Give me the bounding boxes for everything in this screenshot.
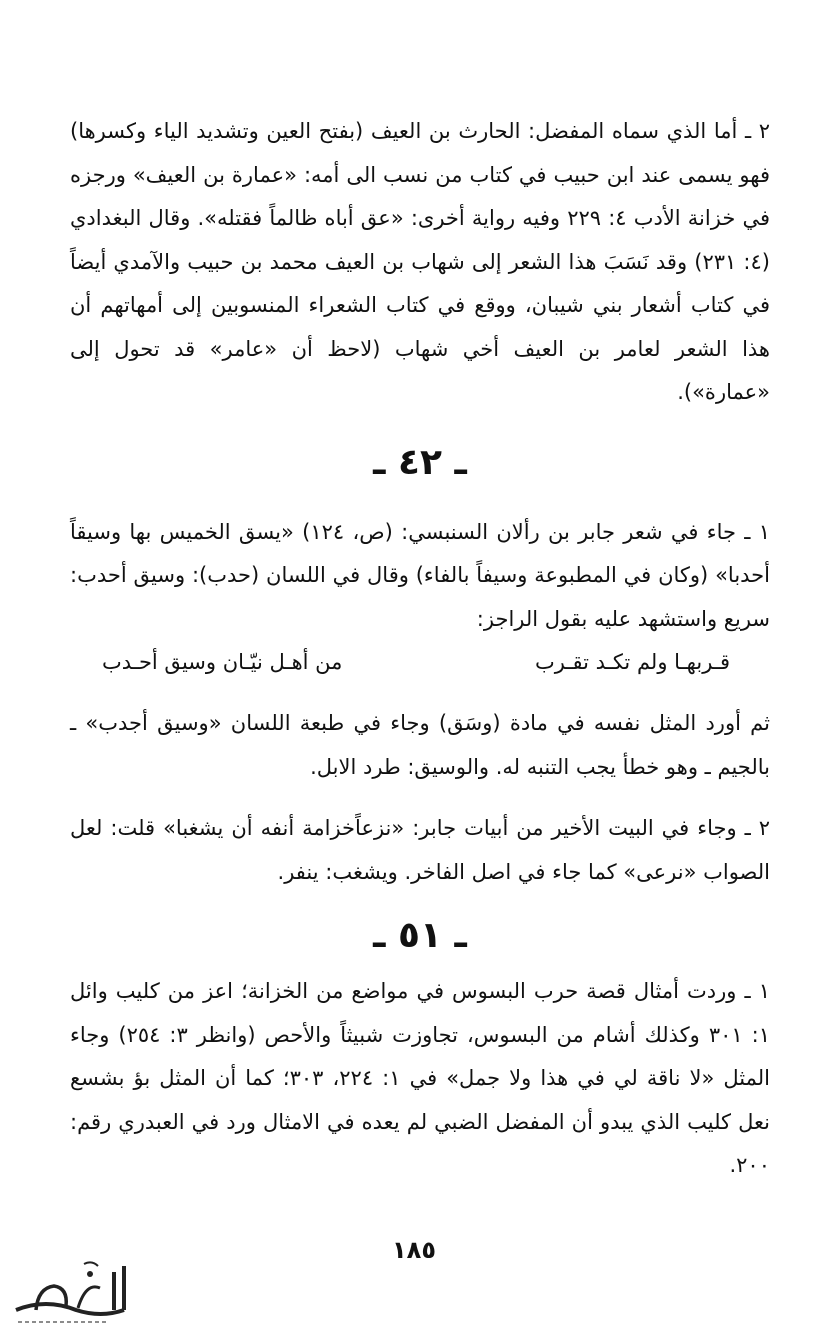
paragraph-note-1-section-42: ١ ـ جاء في شعر جابر بن رألان السنبسي: (ص، ١٢٤) «يسق الخميس بها وسيقاً أحدبا» (وكان في المطبوعة وسيفاً بالفاء) وقال في اللسان (حدب): وسيق أحدب: سريع واستشهد عليه بقول الراجز: <box>70 519 770 631</box>
paragraph-note-2-section-42: ٢ ـ وجاء في البيت الأخير من أبيات جابر: «نزعاًخزامة أنفه أن يشغبا» قلت: لعل الصواب «نرعى» كما جاء في اصل الفاخر. ويشغب: ينفر. <box>70 816 770 884</box>
page-number: ١٨٥ <box>392 1236 436 1264</box>
paragraph-note-1-section-51: ١ ـ وردت أمثال قصة حرب البسوس في مواضع من الخزانة؛ اعز من كليب وائل ١: ٣٠١ وكذلك أشام من البسوس، تجاوزت شبيثاً والأحص (وانظر ٣: ٢٥٤) وجاء المثل «لا ناقة لي في هذا ولا جمل» في ١: ٢٢٤، ٣٠٣؛ كما أن المثل بؤ بشسع نعل كليب الذي يبدو أن المفضل الضبي لم يعده في الامثال ورد في العبدري رقم: ٢٠٠. <box>70 979 770 1177</box>
poetry-verse <box>70 641 770 684</box>
section-heading-51: ـ ٥١ ـ <box>373 915 467 956</box>
spacer <box>70 789 770 807</box>
paragraph-note-2: ٢ ـ أما الذي سماه المفضل: الحارث بن العيف (بفتح العين وتشديد الياء وكسرها) فهو يسمى عند ابن حبيب في كتاب من نسب الى أمه: «عمارة بن العيف» ورجزه في خزانة الأدب ٤: ٢٢٩ وفيه رواية أخرى: «عق أباه ظالماً فقتله». وقال البغدادي (٤: ٢٣١) وقد نَسَبَ هذا الشعر إلى شهاب بن العيف محمد بن حبيب والآمدي أيضاً في كتاب أشعار بني شيبان، ووقع في كتاب الشعراء المنسوبين إلى أمهاتهم أن هذا الشعر لعامر بن العيف أخي شهاب (لاحظ أن «عامر» قد تحول إلى «عمارة»). <box>70 119 770 404</box>
publisher-logo-icon <box>6 1258 136 1330</box>
page-body <box>70 110 770 1188</box>
verse-right-hemistich: قـربهـا ولم تكـد تقـرب <box>535 650 730 674</box>
section-heading-42: ـ ٤٢ ـ <box>373 441 467 483</box>
paragraph-continuation: ثم أورد المثل نفسه في مادة (وسَق) وجاء في طبعة اللسان «وسيق أجدب» ـ بالجيم ـ وهو خطأ يجب التنبه له. والوسيق: طرد الابل. <box>70 711 770 779</box>
verse-left-hemistich: من أهـل نيّـان وسيق أحـدب <box>102 650 343 674</box>
